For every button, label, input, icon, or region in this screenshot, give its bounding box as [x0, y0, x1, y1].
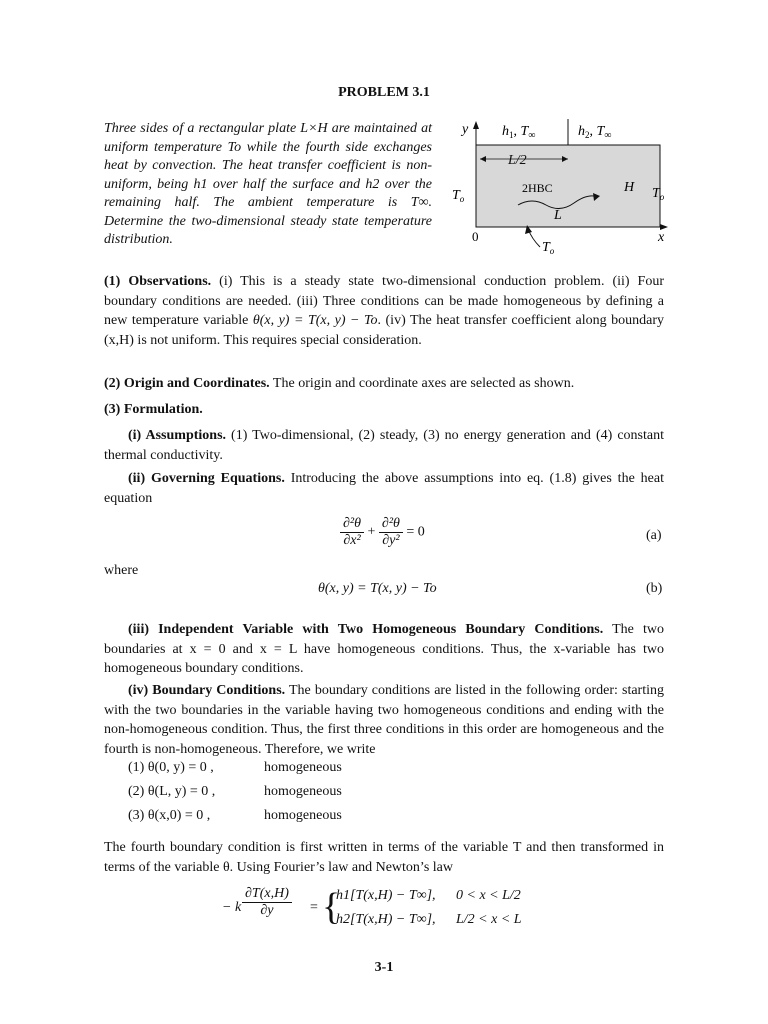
governing-paragraph: (ii) Governing Equations. Introducing the above assumptions into eq. (1.8) gives the heat equation: [104, 471, 664, 506]
bc-item-3: (3) θ(x,0) = 0 , homogeneous: [128, 808, 342, 823]
fourth-bc-equation: − k $\frac{\partial T(x,H)}{\partial y}$ = { h1[T(x,H) − T∞], 0 < x < L/2 h2[T(x,H) − T∞], L/2 < x < L: [222, 886, 522, 928]
equation-a-number: (a): [646, 528, 662, 543]
origin-label: 0: [472, 229, 479, 244]
h2-label: $h_2$, $T_\infty$: [578, 124, 612, 141]
assumptions-paragraph: (i) Assumptions. (1) Two-dimensional, (2) steady, (3) no energy generation and (4) constant thermal conductivity.: [104, 428, 664, 463]
where-label: where: [104, 563, 139, 578]
bc-list: [128, 760, 342, 832]
observations-paragraph: (1) Observations. (i) This is a steady state two-dimensional conduction problem. (ii) Four boundary conditions are needed. (iii) Three conditions can be made homogeneous by defining a new temperature variable θ(x, y) = T(x, y) − To. (iv) The heat transfer coefficient along boundary (x,H) is not uniform. This requires special consideration.: [104, 274, 665, 348]
problem-title: PROBLEM 3.1: [338, 85, 430, 100]
height-label: H: [624, 180, 635, 195]
bc-label: 2HBC: [522, 181, 553, 195]
equation-a: $\frac{\text{∂²θ}}{\text{∂x²}}$ + $\frac{\text{∂²θ}}{\text{∂y²}}$ = 0: [340, 516, 425, 549]
h1-label: $h_1$, $T_\infty$: [502, 124, 536, 141]
problem-statement: Three sides of a rectangular plate L×H are maintained at uniform temperature To while the fourth side exchanges heat by convection. The heat transfer coefficient is non-uniform, being h1 over half the surface and h2 over the remaining half. The ambient temperature is T∞. Determine the two-dimensional steady state temperature distribution.: [104, 121, 432, 247]
y-axis-label: y: [462, 122, 469, 137]
fourth-bc-paragraph: The fourth boundary condition is first written in terms of the variable T and then transformed in terms of the variable θ. Using Fourier’s law and Newton’s law: [104, 840, 664, 875]
x-axis-label: x: [658, 230, 665, 245]
length-label: L: [554, 208, 562, 223]
formulation-heading: (3) Formulation.: [104, 402, 203, 417]
to-bottom-label: $T_o$: [542, 240, 555, 256]
y-axis-arrow: [473, 121, 479, 129]
equation-b-number: (b): [646, 581, 663, 596]
plate-figure: [440, 115, 680, 260]
boundary-conditions-paragraph: (iv) Boundary Conditions. The boundary conditions are listed in the following order: starting with the two boundaries in the variable having two homogeneous conditions and ending with the non-homogeneous condition. Thus, the first three conditions in this order are homogeneous and the fourth is non-homogeneous. Therefore, we write: [104, 683, 664, 757]
bc-item-1: (1) θ(0, y) = 0 , homogeneous: [128, 760, 342, 775]
origin-paragraph: (2) Origin and Coordinates. The origin and coordinate axes are selected as shown.: [104, 376, 575, 391]
page-number: 3-1: [374, 960, 394, 975]
bc-item-2: (2) θ(L, y) = 0 , homogeneous: [128, 784, 342, 799]
to-left-label: $T_o$: [452, 188, 465, 204]
equation-b: θ(x, y) = T(x, y) − To: [318, 581, 437, 596]
independent-variable-paragraph: (iii) Independent Variable with Two Homogeneous Boundary Conditions. The two boundaries at x = 0 and x = L have homogeneous conditions. Thus, the x-variable has two homogeneous boundary conditions.: [104, 622, 665, 676]
to-right-label: $T_o$: [652, 186, 665, 202]
half-length-label: L/2: [508, 153, 527, 168]
